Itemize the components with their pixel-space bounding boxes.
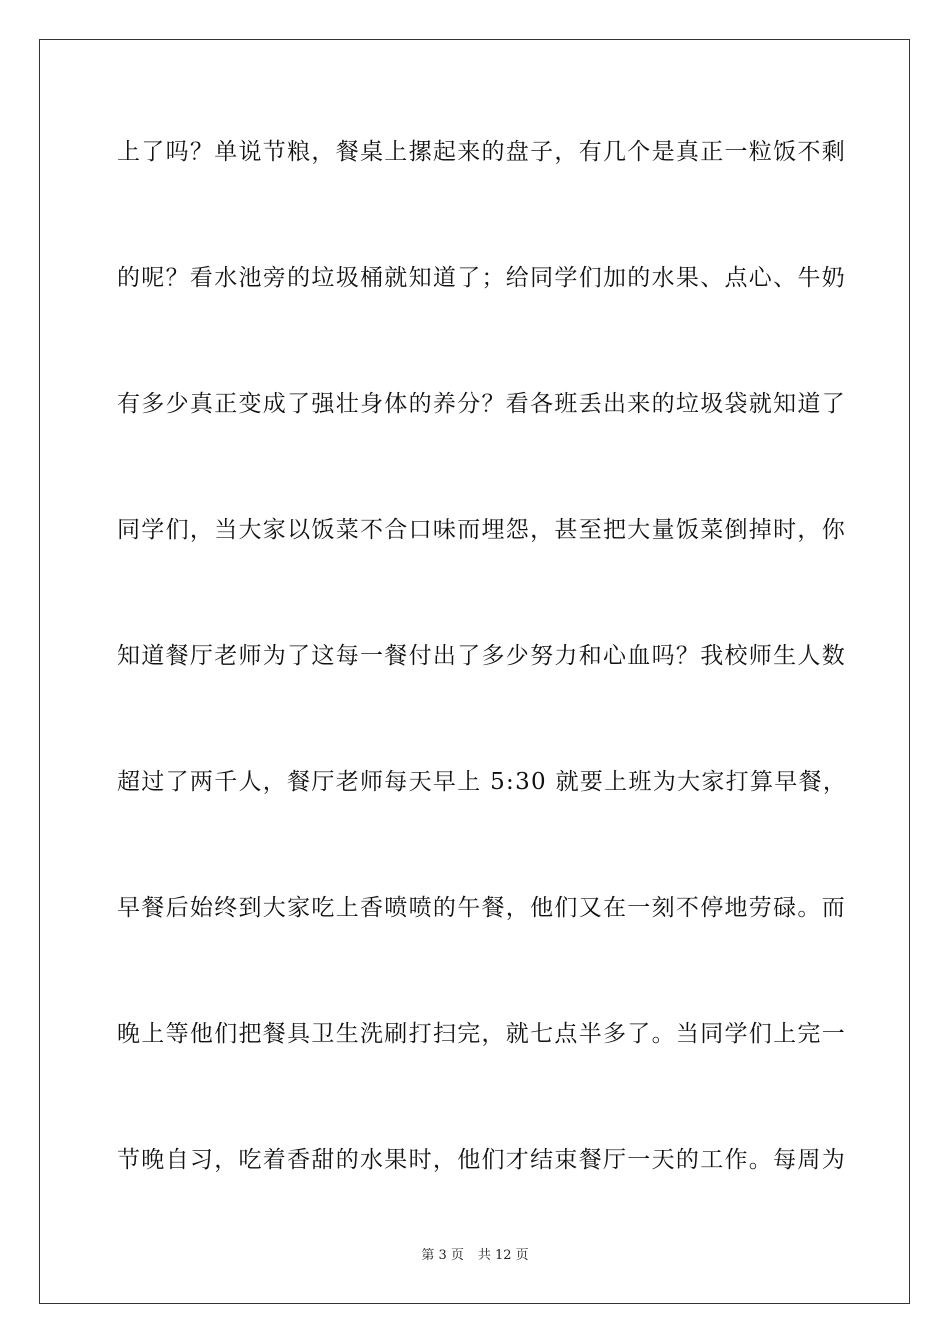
text-line: 的呢？看水池旁的垃圾桶就知道了；给同学们加的水果、点心、牛奶 [117, 265, 846, 291]
page-footer [0, 1247, 950, 1265]
text-line: 节晚自习，吃着香甜的水果时，他们才结束餐厅一天的工作。每周为 [117, 1147, 846, 1173]
page-number: 第 3 页 [421, 1248, 464, 1263]
text-line: 知道餐厅老师为了这每一餐付出了多少努力和心血吗？我校师生人数 [117, 643, 846, 669]
text-line: 早餐后始终到大家吃上香喷喷的午餐，他们又在一刻不停地劳碌。而 [117, 895, 846, 921]
text-line: 同学们，当大家以饭菜不合口味而埋怨，甚至把大量饭菜倒掉时，你 [117, 517, 846, 543]
text-line: 晚上等他们把餐具卫生洗刷打扫完，就七点半多了。当同学们上完一 [117, 1021, 846, 1047]
document-body [117, 126, 848, 1260]
text-line: 超过了两千人，餐厅老师每天早上 5:30 就要上班为大家打算早餐， [117, 769, 848, 795]
text-line: 上了吗？单说节粮，餐桌上摞起来的盘子，有几个是真正一粒饭不剩 [117, 139, 846, 165]
page-total: 共 12 页 [477, 1248, 529, 1263]
text-line: 有多少真正变成了强壮身体的养分？看各班丢出来的垃圾袋就知道了 [117, 391, 846, 417]
